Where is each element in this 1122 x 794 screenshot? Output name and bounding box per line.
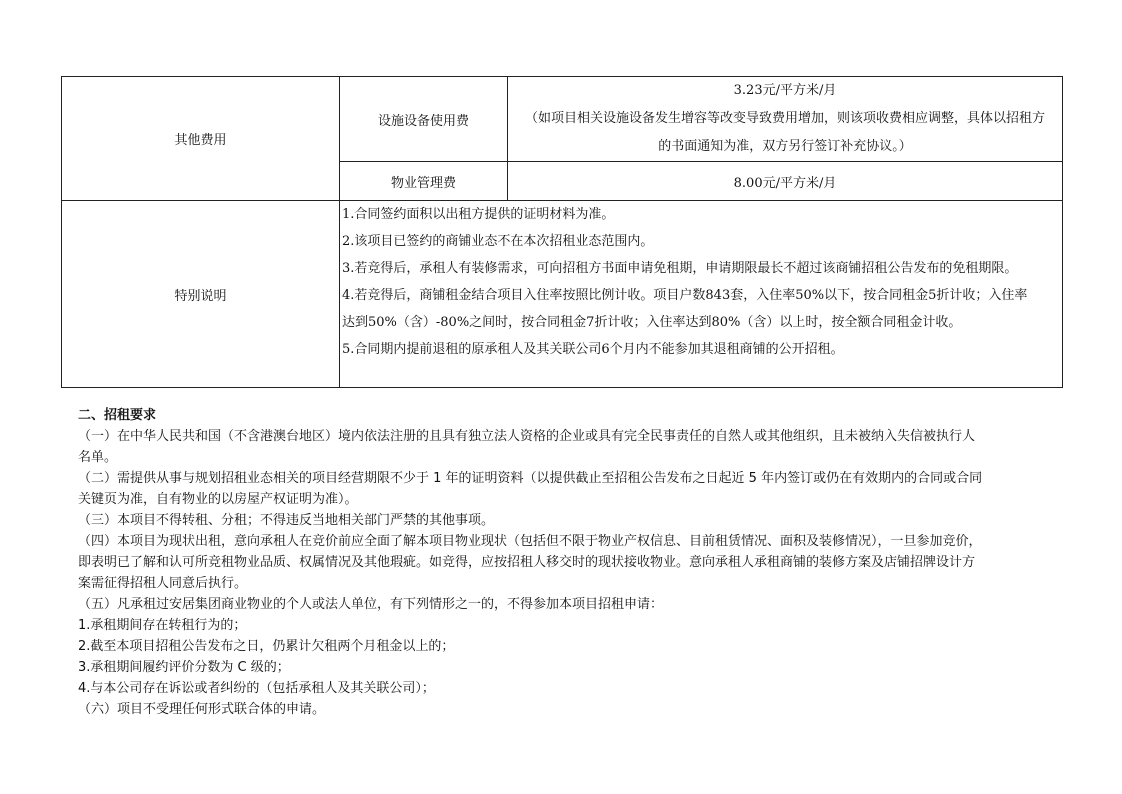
requirement-line: （三）本项目不得转租、分租；不得违反当地相关部门严禁的其他事项。 xyxy=(78,513,495,528)
special-note: 3.若竞得后，承租人有装修需求，可向招租方书面申请免租期，申请期限最长不超过该商铺招租公告发布的免租期限。 xyxy=(342,261,1018,276)
requirement-line: 案需征得招租人同意后执行。 xyxy=(78,576,248,591)
special-note: 4.若竞得后，商铺租金结合项目入住率按照比例计收。项目户数843套，入住率50%以下，按合同租金5折计收；入住率 xyxy=(342,288,1028,303)
requirement-line: 2.截至本项目招租公告发布之日，仍累计欠租两个月租金以上的； xyxy=(78,639,455,654)
requirement-line: 4.与本公司存在诉讼或者纠纷的（包括承租人及其关联公司）； xyxy=(78,681,435,696)
section-heading: 二、招租要求 xyxy=(78,408,157,423)
requirement-line: （六）项目不受理任何形式联合体的申请。 xyxy=(78,702,326,717)
property-fee-label: 物业管理费 xyxy=(340,162,508,201)
special-note: 5.合同期内提前退租的原承租人及其关联公司6个月内不能参加其退租商铺的公开招租。 xyxy=(342,342,844,357)
requirement-line: （二）需提供从事与规划招租业态相关的项目经营期限不少于 1 年的证明资料（以提供截止至招租公告发布之日起近 5 年内签订或仍在有效期内的合同或合同 xyxy=(78,471,983,486)
property-fee-value: 8.00元/平方米/月 xyxy=(508,162,1063,201)
other-fees-label: 其他费用 xyxy=(62,77,340,201)
requirement-line: （四）本项目为现状出租，意向承租人在竞价前应全面了解本项目物业现状（包括但不限于物业产权信息、目前租赁情况、面积及装修情况），一旦参加竞价， xyxy=(78,534,982,549)
facility-fee-label: 设施设备使用费 xyxy=(340,77,508,162)
special-note: 达到50%（含）-80%之间时，按合同租金7折计收；入住率达到80%（含）以上时，按全额合同租金计收。 xyxy=(342,315,962,330)
facility-fee-row xyxy=(62,77,1063,162)
special-notes-label: 特别说明 xyxy=(62,201,340,388)
special-notes-row xyxy=(62,201,1063,388)
requirement-line: 即表明已了解和认可所竞租物业品质、权属情况及其他瑕疵。如竞得，应按招租人移交时的现状接收物业。意向承租人承租商铺的装修方案及店铺招牌设计方 xyxy=(78,555,976,570)
rental-terms-table xyxy=(61,76,1063,388)
facility-fee-value xyxy=(508,77,1063,162)
facility-fee-line: （如项目相关设施设备发生增容等改变导致费用增加，则该项收费相应调整，具体以招租方 xyxy=(524,111,1045,126)
facility-fee-line: 3.23元/平方米/月 xyxy=(733,83,837,98)
special-note: 2.该项目已签约的商铺业态不在本次招租业态范围内。 xyxy=(342,234,654,249)
requirement-line: 关键页为准，自有物业的以房屋产权证明为准）。 xyxy=(78,492,358,507)
requirement-line: 1.承租期间存在转租行为的； xyxy=(78,618,247,633)
special-notes-content xyxy=(340,201,1063,388)
requirement-line: 3.承租期间履约评价分数为 C 级的； xyxy=(78,660,290,675)
special-note: 1.合同签约面积以出租方提供的证明材料为准。 xyxy=(342,207,615,222)
facility-fee-line: 的书面通知为准，双方另行签订补充协议。） xyxy=(658,139,912,154)
requirement-line: 名单。 xyxy=(78,450,118,465)
requirement-line: （五）凡承租过安居集团商业物业的个人或法人单位，有下列情形之一的，不得参加本项目招租申请： xyxy=(78,597,664,612)
rental-requirements-section xyxy=(78,405,1068,720)
requirement-line: （一）在中华人民共和国（不含港澳台地区）境内依法注册的且具有独立法人资格的企业或具有完全民事责任的自然人或其他组织，且未被纳入失信被执行人 xyxy=(78,429,976,444)
